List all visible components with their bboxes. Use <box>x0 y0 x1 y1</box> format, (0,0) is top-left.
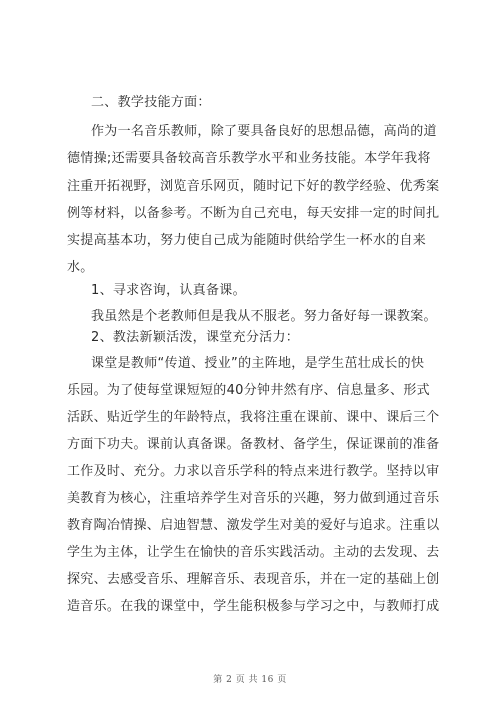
paragraph-line: 探究、去感受音乐、理解音乐、表现音乐，并在一定的基础上创 <box>67 572 440 587</box>
paragraph-line: 作为一名音乐教师，除了要具备良好的思想品德，高尚的道 <box>91 124 437 139</box>
paragraph-line: 活跃、贴近学生的年龄特点，我将注重在课前、课中、课后三个 <box>67 410 440 425</box>
paragraph-line: 实提高基本功，努力使自己成为能随时供给学生一杯水的自来 <box>67 233 427 248</box>
paragraph-line: 德情操;还需要具备较高音乐教学水平和业务技能。本学年我将 <box>67 151 431 166</box>
subheading: 2、教法新颖活泼，课堂充分活力： <box>91 330 300 345</box>
paragraph-line: 学生为主体，让学生在愉快的音乐实践活动。主动的去发现、去 <box>67 545 440 560</box>
paragraph-line: 课堂是教师“传道、授业”的主阵地，是学生茁壮成长的快 <box>91 356 425 371</box>
section-heading: 二、教学技能方面： <box>91 95 211 110</box>
paragraph-line: 我虽然是个老教师但是我从不服老。努力备好每一课教案。 <box>91 309 437 324</box>
page-number: 第 2 页 共 16 页 <box>213 675 287 685</box>
paragraph-line: 教育陶冶情操、启迪智慧、激发学生对美的爱好与追求。注重以 <box>67 518 440 533</box>
paragraph-line: 例等材料，以备参考。不断为自己充电，每天安排一定的时间扎 <box>67 206 440 221</box>
paragraph-line: 注重开拓视野，浏览音乐网页，随时记下好的教学经验、优秀案 <box>67 179 440 194</box>
paragraph-line: 工作及时、充分。力求以音乐学科的特点来进行教学。坚持以审 <box>67 464 440 479</box>
paragraph-line: 美教育为核心，注重培养学生对音乐的兴趣，努力做到通过音乐 <box>67 491 440 506</box>
paragraph-line: 方面下功夫。课前认真备课。备教材、备学生，保证课前的准备 <box>67 437 440 452</box>
paragraph-line: 造音乐。在我的课堂中，学生能积极参与学习之中，与教师打成 <box>67 599 440 614</box>
paragraph-line: 水。 <box>67 260 94 275</box>
paragraph-line: 乐园。为了使每堂课短短的40分钟井然有序、信息量多、形式 <box>67 383 430 398</box>
subheading: 1、寻求咨询，认真备课。 <box>91 283 246 298</box>
